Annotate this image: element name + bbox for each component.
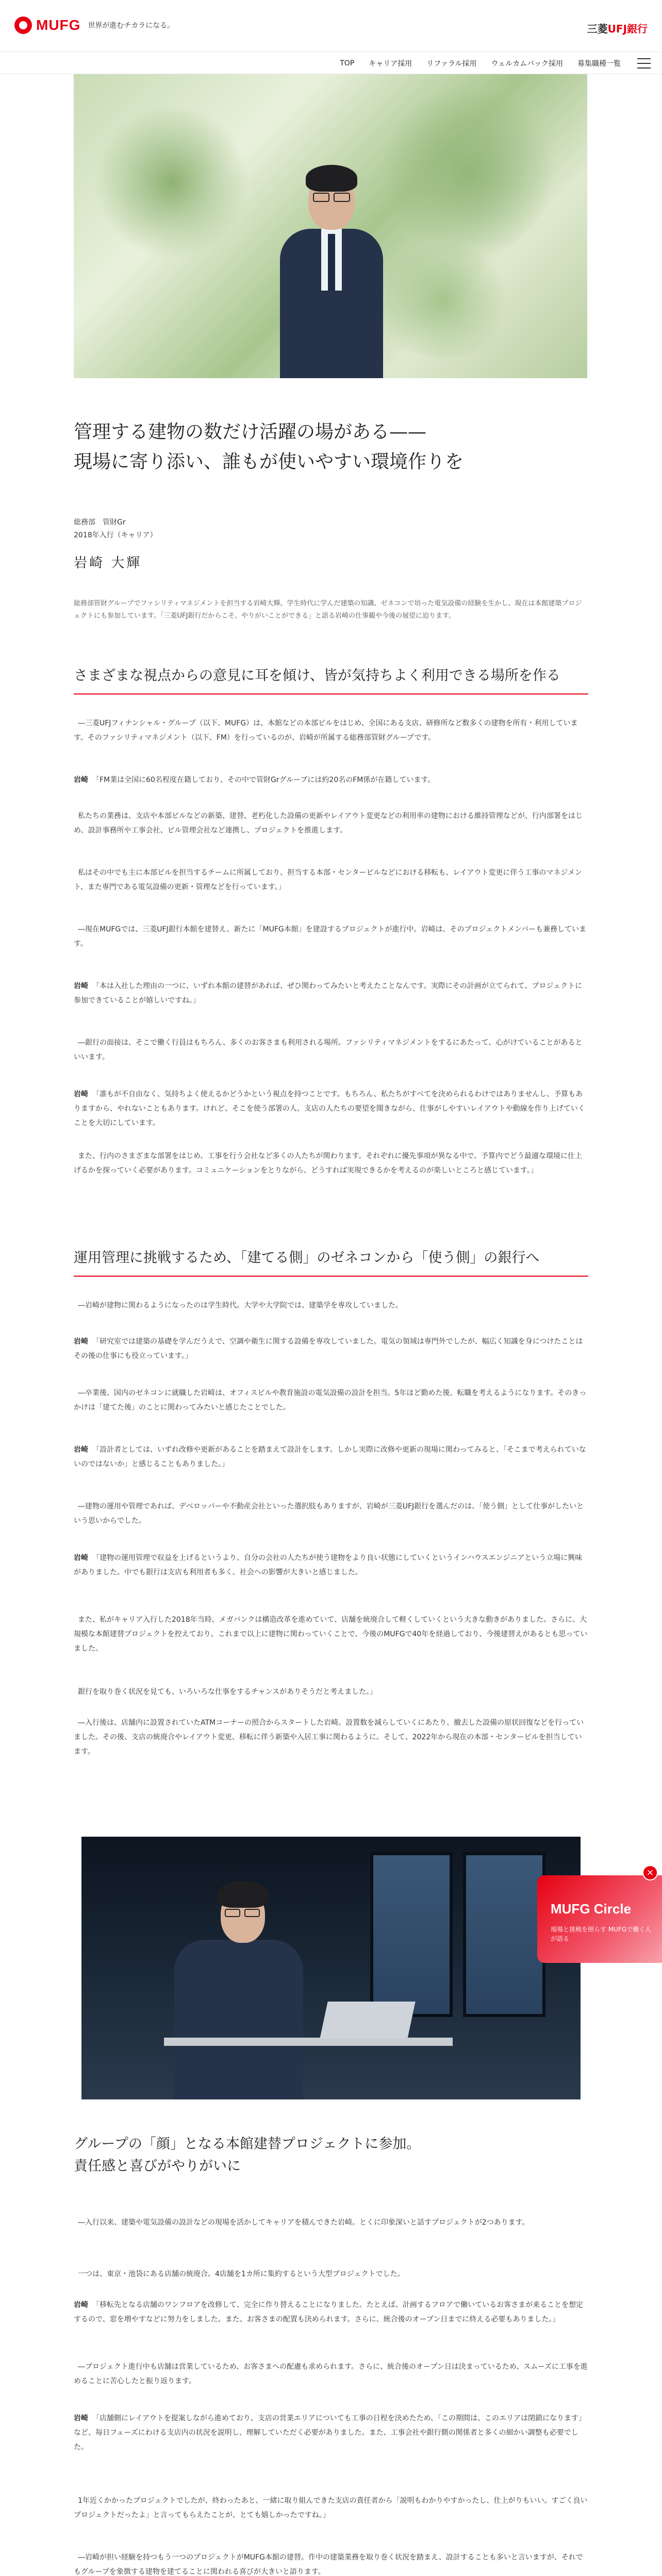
banner-title: MUFG Circle bbox=[551, 1901, 632, 1917]
person-name: 岩崎 大輝 bbox=[74, 555, 142, 571]
section-3-heading-line2: 責任感と喜びがやりがいに bbox=[74, 2158, 241, 2175]
global-nav bbox=[0, 52, 662, 74]
section-1-paragraph: ―三菱UFJフィナンシャル・グループ（以下、MUFG）は、本館などの本部ビルをはじめ、全国にある支店、研修所など数多くの建物を所有・利用しています。そのファシリティマネジメント（以下、FM）を行っているのが、岩崎が所属する総務部管財グループです。 bbox=[74, 719, 578, 742]
section-2-paragraph: ―卒業後、国内のゼネコンに就職した岩崎は、オフィスビルや教育施設の電気設備の設計を担当。5年ほど勤めた後、転職を考えるようになります。そのきっかけは「建てた後」のことに関わってみたいと感じたことでした。 bbox=[74, 1389, 587, 1412]
section-1-divider bbox=[74, 693, 588, 694]
section-2-paragraph: ―入行後は、店舗内に設置されていたATMコーナーの照合からスタートした岩崎。設置数を減らしていくにあたり、撤去した設備の原状回復などを行っていました。その後、支店の統廃合やレイアウト変更、移転に伴う新築や入居工事に関わるように。そして、2022年から現在の本部・センタービルを担当しています。 bbox=[74, 1719, 584, 1756]
section-3-paragraph: ―入行以来、建築や電気設備の設計などの現場を活かしてキャリアを積んできた岩崎。とくに印象深いと話すプロジェクトが2つあります。 bbox=[78, 2218, 529, 2227]
section-1-paragraph: 岩崎 「本は入社した理由の一つに、いずれ本館の建替があれば、ぜひ関わってみたいと考えたことなんです。実際にその計画が立てられて、プロジェクトに参加できていることが嬉しいですね。」 bbox=[74, 982, 583, 1005]
section-2-paragraph: ―岩崎が建物に関わるようになったのは学生時代。大学や大学院では、建築学を専攻していました。 bbox=[78, 1301, 403, 1310]
section-1-paragraph: 私はその中でも主に本部ビルを担当するチームに所属しており、担当する本部・センタービルなどにおける移転も、レイアウト変更に伴う工事のマネジメント、また専門である電気設備の更新・管理などを行っています。」 bbox=[74, 869, 582, 891]
section-3-heading-line1: グループの「顔」となる本館建替プロジェクトに参加。 bbox=[74, 2136, 421, 2152]
section-3-paragraph: 1年近くかかったプロジェクトでしたが、終わったあと、一緒に取り組んできた支店の責任者から「説明もわかりやすかったし、仕上がりもいい。すごく良いプロジェクトだったよ」と言ってもらえたことが、とても嬉しかったですね。」 bbox=[74, 2497, 588, 2519]
section-3-paragraph: ―プロジェクト進行中も店舗は営業しているため、お客さまへの配慮も求められます。さらに、統合後のオープン日は決まっているため、スムーズに工事を進めることに苦心したと振り返ります。 bbox=[74, 2363, 588, 2385]
article-title-line1: 管理する建物の数だけ活躍の場がある—— bbox=[74, 421, 427, 443]
section-3-heading bbox=[74, 2133, 588, 2177]
mufg-circle-banner[interactable] bbox=[537, 1875, 662, 1963]
office-person-figure bbox=[174, 1868, 329, 2099]
hamburger-icon[interactable] bbox=[637, 58, 651, 69]
article-title bbox=[74, 417, 589, 477]
department: 総務部 管財Gr bbox=[74, 518, 126, 527]
article-intro: 総務部管財グループでファシリティマネジメントを担当する岩崎大輝。学生時代に学んだ建築の知識、ゼネコンで培った電気設備の経験を生かし、現在は本館建築プロジェクトにも参加しています。「三菱UFJ銀行だからこそ、やりがいことができる」と語る岩崎の仕事観や今後の展望に迫ります。 bbox=[74, 600, 582, 620]
section-3-paragraph: 一つは、東京・池袋にある店舗の統廃合。4店舗を1カ所に集約するという大型プロジェクトでした。 bbox=[78, 2270, 405, 2278]
laptop bbox=[320, 2002, 415, 2039]
office-photo bbox=[81, 1837, 581, 2099]
banner-subtitle: 現場と挑戦を照らす MUFGで働く人が語る bbox=[551, 1926, 652, 1942]
nav-item-job-list[interactable]: 募集職種一覧 bbox=[577, 60, 621, 68]
section-2-paragraph: 岩崎 「設計者としては、いずれ改修や更新があることを踏まえて設計をします。しかし実際に改修や更新の現場に関わってみると、「そこまで考えられていないのではないか」と感じることもありました。」 bbox=[74, 1446, 586, 1468]
nav-items bbox=[325, 52, 621, 75]
section-2-paragraph: また、私がキャリア入行した2018年当時、メガバンクは構造改革を進めていて、店舗を統廃合して軽くしていくという大きな動きがありました。さらに、大規模な本館建替プロジェクトを控えており、これまで以上に建物に関わっていくことで、今後のMUFGで40年を経過しており、今後建替えがあるとも思っていました。 bbox=[74, 1616, 588, 1653]
section-1-paragraph: ―現在MUFGでは、三菱UFJ銀行本館を建替え、新たに「MUFG本館」を建設するプロジェクトが進行中。岩崎は、そのプロジェクトメンバーも兼務しています。 bbox=[74, 925, 587, 948]
logo-text: MUFG bbox=[36, 17, 81, 33]
nav-item-top[interactable]: TOP bbox=[340, 59, 355, 67]
section-1-paragraph: ―銀行の面接は、そこで働く行員はもちろん、多くのお客さまも利用される場所。ファシリティマネジメントをするにあたって、心がけていることがあるといいます。 bbox=[74, 1039, 583, 1061]
nav-item-welcome-back[interactable]: ウェルカムバック採用 bbox=[491, 60, 563, 68]
section-1-paragraph: また、行内のさまざまな部署をはじめ、工事を行う会社など多くの人たちが関わります。それぞれに優先事項が異なる中で、予算内でどう最適な環境に仕上げるかを探っていく必要があります。コミュニケーションをとりながら、どうすれば実現できるかを考えるのが楽しいところと感じています。」 bbox=[74, 1152, 583, 1175]
section-2-divider bbox=[74, 1276, 588, 1277]
mufg-logo-mark-icon bbox=[14, 16, 32, 34]
section-2-heading: 運用管理に挑戦するため、「建てる側」のゼネコンから「使う側」の銀行へ bbox=[74, 1250, 540, 1266]
close-icon[interactable]: × bbox=[642, 1865, 658, 1880]
section-1-paragraph: 岩崎 「FM業は全国に60名程度在籍しており、その中で管財Grグループには約20名のFM係が在籍しています。 bbox=[74, 776, 435, 784]
bank-name-suffix: UFJ銀行 bbox=[607, 23, 648, 35]
section-2-paragraph: 岩崎 「建物の運用管理で収益を上げるというより、自分の会社の人たちが使う建物をより良い状態にしていくというインハウスエンジニアという立場に興味がありました。中でも銀行は支店も利用者も多く、社会への影響が大きいと感じました。 bbox=[74, 1554, 583, 1577]
site-header bbox=[0, 0, 662, 52]
section-1-heading: さまざまな視点からの意見に耳を傾け、皆が気持ちよく利用できる場所を作る bbox=[74, 668, 560, 684]
joined-year: 2018年入行（キャリア） bbox=[74, 531, 157, 540]
article-title-line2: 現場に寄り添い、誰もが使いやすい環境作りを bbox=[74, 451, 464, 472]
bank-name-prefix: 三菱 bbox=[587, 23, 608, 35]
section-2-paragraph: 岩崎 「研究室では建築の基礎を学んだうえで、空調や衛生に関する設備を専攻していました。電気の領域は専門外でしたが、幅広く知識を身につけたことはその後の仕事にも役立っています。」 bbox=[74, 1337, 583, 1360]
section-3-paragraph: 岩崎 「店舗側にレイアウトを提案しながら進めており、支店の営業エリアについても工事の日程を決めたため、「この期間は、このエリアは閉鎖になります」など、毎日フェーズにわける支店内の状況を説明し、理解していただく必要がありました。また、工事会社や銀行側の関係者と多くの細かい調整も必要でした。 bbox=[74, 2414, 586, 2451]
bank-name[interactable] bbox=[587, 21, 648, 36]
logo-tagline: 世界が進むチカラになる。 bbox=[88, 22, 175, 30]
section-2-paragraph: 銀行を取り巻く状況を見ても、いろいろな仕事をするチャンスがありそうだと考えました。」 bbox=[78, 1688, 377, 1696]
section-2-paragraph: ―建物の運用や管理であれば、デベロッパーや不動産会社といった選択肢もありますが、岩崎が三菱UFJ銀行を選んだのは、「使う側」として仕事がしたいという思いからでした。 bbox=[74, 1502, 584, 1525]
section-3-paragraph: ―岩崎が担い経験を持つもう一つのプロジェクトがMUFG本館の建替。作中の建築業務を取り巻く状況を踏まえ、設計することも多いと言いますが、それでもグループを象徴する建物を建てることに関われる喜びが大きいと語ります。 bbox=[74, 2553, 583, 2576]
section-3-paragraph: 岩崎 「移転先となる店舗のワンフロアを改修して、完全に作り替えることになりました。たとえば、計画するフロアで働いているお客さまが来ることを想定するので、窓を増やすなどに努力をしました。また、お客さまの配置も決められます。さらに、統合後のオープン日までに終える必要もありました。」 bbox=[74, 2301, 584, 2324]
section-1-paragraph: 岩崎 「誰もが不自由なく、気持ちよく使えるかどうかという視点を持つことです。もちろん、私たちがすべてを決められるわけではありませんし、予算もありますから、やれないこともあります。けれど、そこを使う部署の人、支店の人たちの要望を聞きながら、仕事がしやすいレイアウトや動線を作り上げていくことを大切にしています。 bbox=[74, 1090, 585, 1127]
nav-item-referral[interactable]: リファラル採用 bbox=[426, 60, 477, 68]
section-1-paragraph: 私たちの業務は、支店や本部ビルなどの新築、建替、老朽化した設備の更新やレイアウト変更などの利用率の建物における維持管理などが、行内部署をはじめ、設計事務所や工事会社、ビル管理会社など連携し、プロジェクトを推進します。 bbox=[74, 812, 583, 835]
mufg-logo[interactable] bbox=[14, 16, 174, 34]
profile-meta bbox=[74, 516, 157, 542]
hero-photo bbox=[74, 74, 587, 378]
hero-person-figure bbox=[270, 151, 393, 378]
nav-item-career[interactable]: キャリア採用 bbox=[369, 60, 412, 68]
